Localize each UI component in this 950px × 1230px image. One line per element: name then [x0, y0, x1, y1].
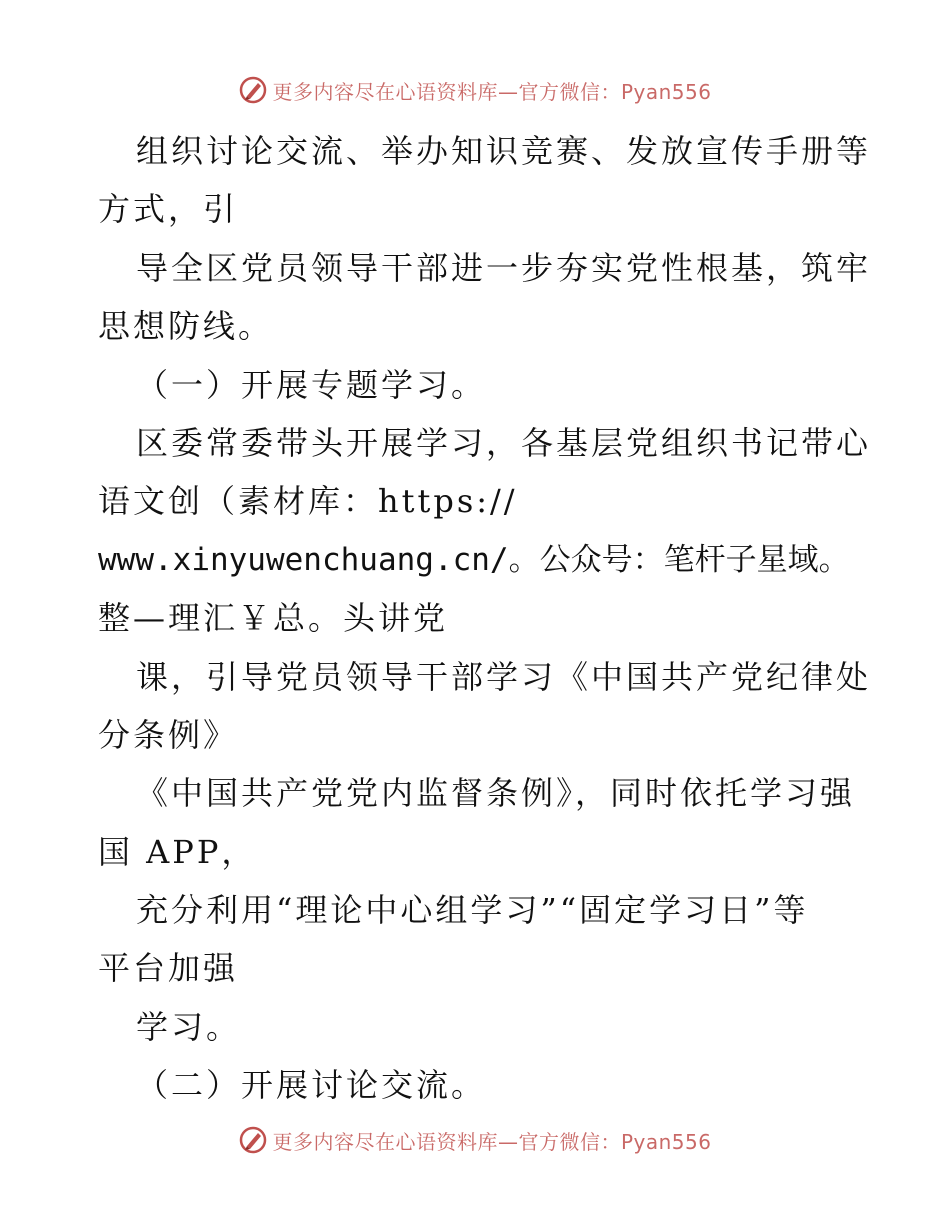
section-heading: （一）开展专题学习。	[136, 365, 487, 404]
paragraph-line: 方式，引	[98, 190, 239, 229]
paragraph-line: 课，引导党员领导干部学习《中国共产党纪律处	[136, 657, 872, 696]
paragraph-line: 整—理汇￥总。头讲党	[98, 599, 449, 638]
paragraph-line: 区委常委带头开展学习，各基层党组织书记带心	[136, 423, 872, 462]
pen-logo-icon	[238, 75, 268, 105]
footer-watermark-text: 更多内容尽在心语资料库—官方微信：Pyan556	[272, 1129, 712, 1154]
paragraph-line: 语文创（素材库：https://	[98, 482, 518, 521]
paragraph-line: 组织讨论交流、举办知识竞赛、发放宣传手册等	[136, 132, 872, 170]
pen-logo-icon	[238, 1125, 268, 1155]
paragraph-line: 国 APP，	[98, 832, 257, 871]
paragraph-line-url: www.xinyuwenchuang.cn/。公众号：笔杆子星域。	[98, 541, 850, 578]
header-watermark-text: 更多内容尽在心语资料库—官方微信：Pyan556	[272, 79, 712, 104]
paragraph-line: 学习。	[136, 1007, 242, 1046]
header-watermark-banner	[0, 70, 950, 110]
paragraph-line: 充分利用“理论中心组学习”“固定学习日”等	[136, 891, 809, 930]
section-heading: （二）开展讨论交流。	[136, 1066, 487, 1105]
document-body	[98, 122, 872, 1115]
paragraph-line: 《中国共产党党内监督条例》，同时依托学习强	[136, 774, 856, 813]
paragraph-line: 导全区党员领导干部进一步夯实党性根基，筑牢	[136, 248, 872, 287]
footer-watermark-banner	[0, 1120, 950, 1160]
paragraph-line: 平台加强	[98, 949, 239, 988]
paragraph-line: 思想防线。	[98, 307, 274, 346]
paragraph-line: 分条例》	[98, 715, 239, 754]
